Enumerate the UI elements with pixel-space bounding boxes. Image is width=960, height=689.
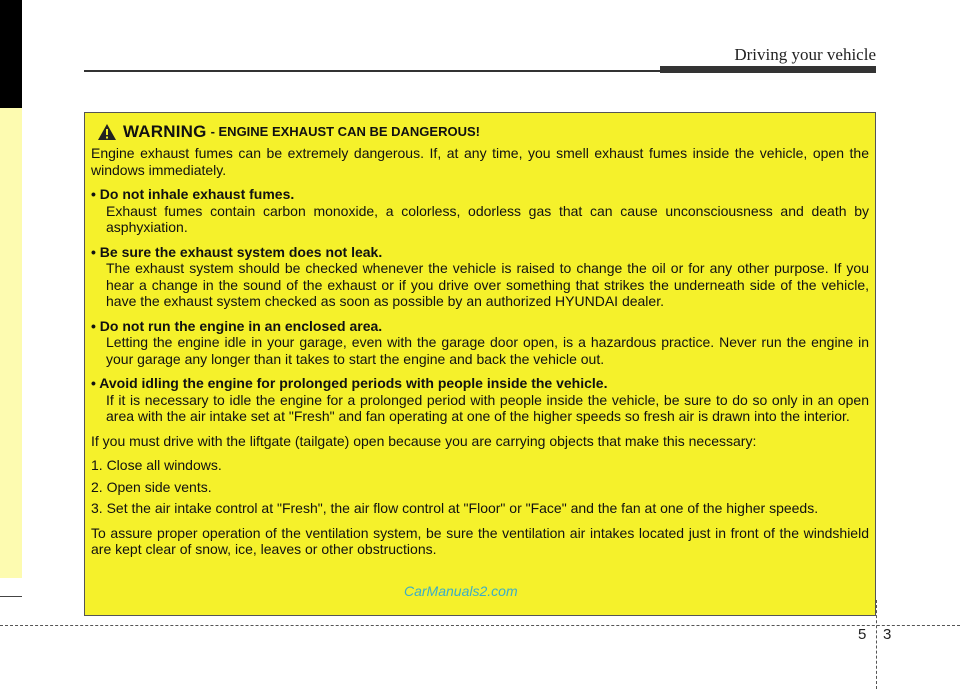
warning-triangle-icon <box>97 123 117 141</box>
warning-item-body: Letting the engine idle in your garage, even with the garage door open, is a hazardous practice. Never run the engine in your garage any longer than it takes to start the engine and back the vehicle out. <box>106 334 869 367</box>
warning-intro: Engine exhaust fumes can be extremely dangerous. If, at any time, you smell exhaust fumes inside the vehicle, open the windows immediately. <box>91 145 869 178</box>
warning-item <box>91 186 869 236</box>
footer-dashed-rule <box>0 625 960 626</box>
chapter-number: 5 <box>858 626 867 643</box>
warning-item-body: The exhaust system should be checked whenever the vehicle is raised to change the oil or for any other purpose. If you hear a change in the sound of the exhaust or if you drive over something that strikes the underneath side of the vehicle, have the exhaust system checked as soon as possible by an authorized HYUNDAI dealer. <box>106 260 869 309</box>
warning-item-head: • Do not run the engine in an enclosed area. <box>91 317 383 334</box>
liftgate-intro: If you must drive with the liftgate (tailgate) open because you are carrying objects that make this necessary: <box>91 432 757 449</box>
step-item: 2. Open side vents. <box>91 478 212 495</box>
footer-dashed-divider <box>876 600 877 689</box>
step-item: 3. Set the air intake control at "Fresh", the air flow control at "Floor" or "Face" and the fan at one of the higher speeds. <box>91 500 819 516</box>
warning-item-body: If it is necessary to idle the engine for a prolonged period with people inside the vehicle, be sure to do so only in an open area with the air intake set at "Fresh" and fan operating at one of the higher speeds so fresh air is drawn into the interior. <box>106 391 869 424</box>
page-number: 3 <box>883 626 892 643</box>
warning-item <box>91 244 869 310</box>
header-rule-thin <box>84 70 660 72</box>
chapter-tab-black <box>0 0 22 108</box>
section-title: Driving your vehicle <box>734 45 876 64</box>
warning-item-head: • Avoid idling the engine for prolonged periods with people inside the vehicle. <box>91 375 608 391</box>
warning-item <box>91 318 869 368</box>
warning-item <box>91 375 869 425</box>
warning-subtitle: - ENGINE EXHAUST CAN BE DANGEROUS! <box>210 123 480 139</box>
step-item: 1. Close all windows. <box>91 457 222 473</box>
chapter-tab-yellow <box>0 108 22 578</box>
warning-box <box>84 112 876 616</box>
closing-paragraph: To assure proper operation of the ventilation system, be sure the ventilation air intakes located just in front of the windshield are kept clear of snow, ice, leaves or other obstructions. <box>91 524 869 557</box>
warning-heading <box>97 123 869 141</box>
warning-item-head: • Do not inhale exhaust fumes. <box>91 186 295 202</box>
side-rule <box>0 596 22 597</box>
warning-item-head: • Be sure the exhaust system does not leak. <box>91 243 383 260</box>
warning-item-body: Exhaust fumes contain carbon monoxide, a colorless, odorless gas that can cause unconsciousness and death by asphyxiation. <box>106 202 869 235</box>
watermark: CarManuals2.com <box>404 583 518 599</box>
header-rule-thick <box>660 66 876 73</box>
warning-title: WARNING <box>123 121 207 141</box>
